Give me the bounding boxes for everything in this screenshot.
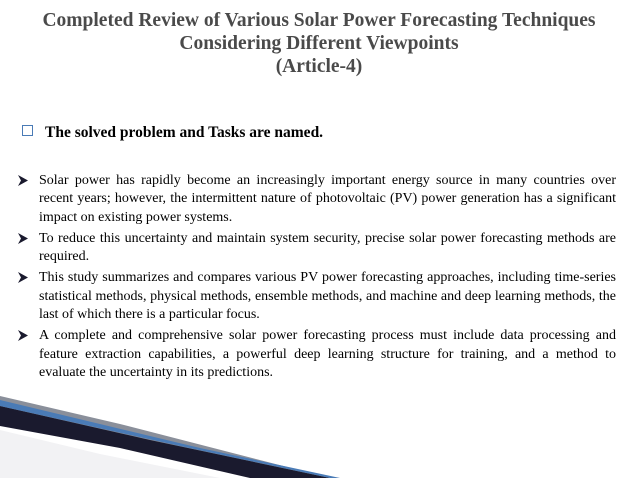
arrow-bullet-icon — [18, 330, 28, 341]
arrow-bullet-icon — [18, 175, 28, 186]
subheading — [22, 124, 323, 142]
arrow-bullet-icon — [18, 233, 28, 244]
decorative-swoosh — [0, 396, 638, 478]
bullet-text: To reduce this uncertainty and maintain system security, precise solar power forecasting methods are required. — [39, 230, 616, 265]
bullet-item — [18, 269, 616, 324]
square-bullet-icon — [22, 125, 33, 136]
bullet-item — [18, 327, 616, 382]
bullet-text: This study summarizes and compares various PV power forecasting approaches, including time-series statistical methods, physical methods, ensemble methods, and machine and deep learning methods, the last of which there is a particular focus. — [39, 270, 616, 323]
title-line-3: (Article-4) — [275, 56, 363, 77]
bullet-item — [18, 172, 616, 227]
bullet-text: Solar power has rapidly become an increasingly important energy source in many countries over recent years; however, the intermittent nature of photovoltaic (PV) power generation has a significant impact on existing power systems. — [39, 173, 616, 225]
title-line-2: Considering Different Viewpoints — [179, 33, 459, 54]
arrow-bullet-icon — [18, 272, 28, 283]
title-line-1: Completed Review of Various Solar Power Forecasting Techniques — [42, 10, 596, 31]
slide-title — [0, 9, 638, 78]
bullet-list — [18, 172, 616, 385]
subheading-text: The solved problem and Tasks are named. — [45, 124, 324, 141]
bullet-text: A complete and comprehensive solar power forecasting process must include data processing and feature extraction capabilities, a powerful deep learning structure for training, and a method to evaluate the uncertainty in its predictions. — [39, 328, 616, 380]
bullet-item — [18, 230, 616, 267]
